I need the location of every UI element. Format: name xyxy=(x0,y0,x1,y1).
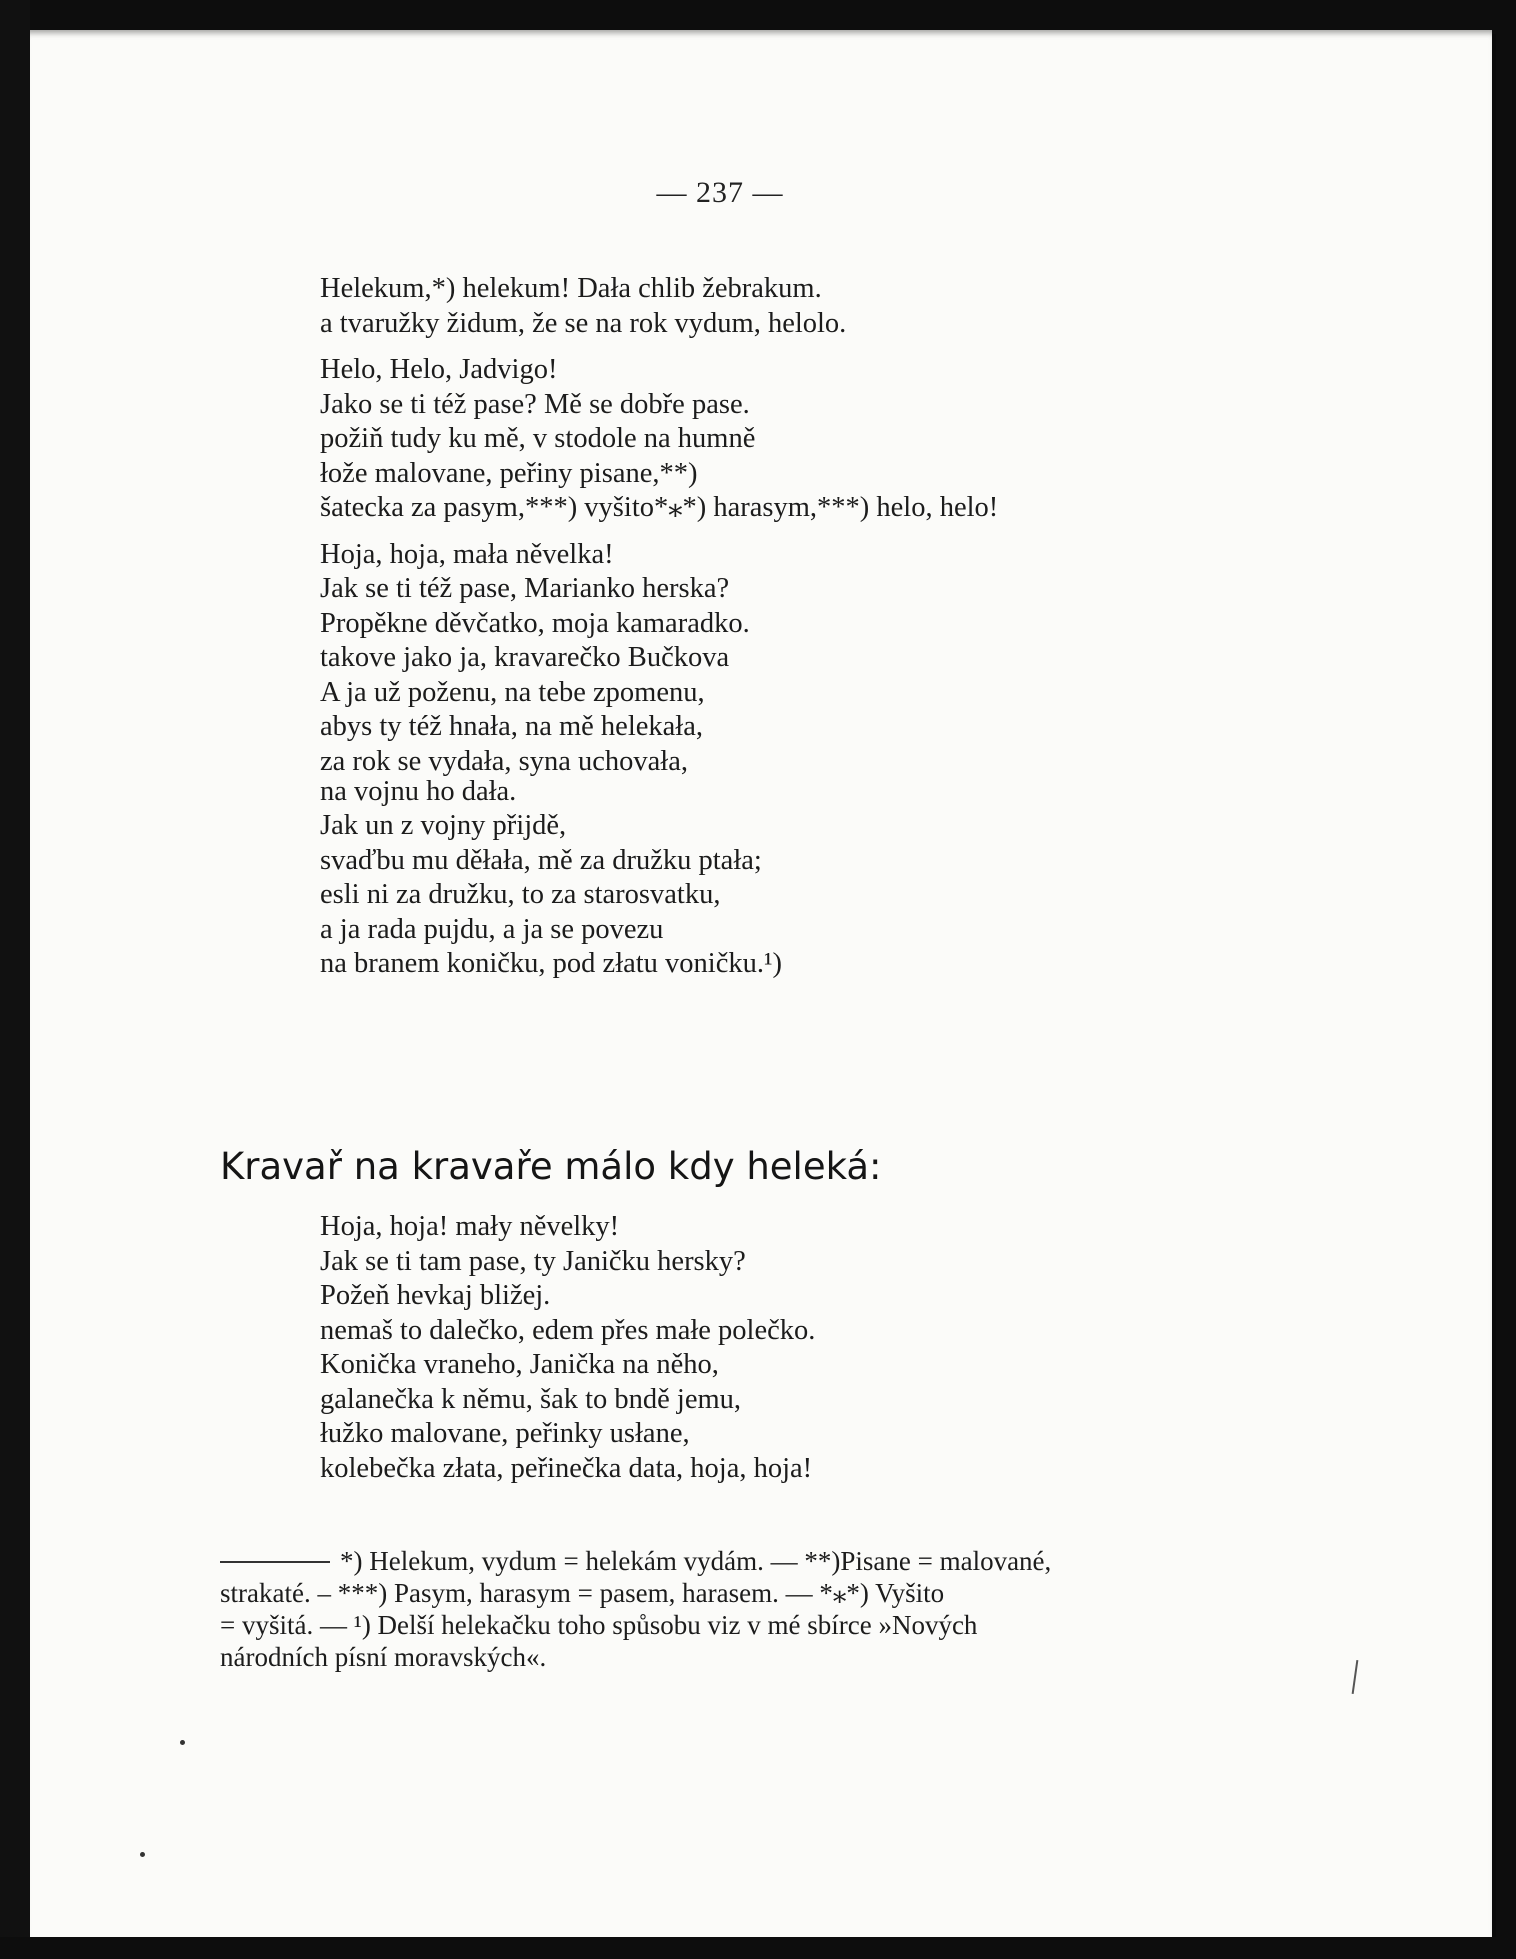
verse-line: na branem koničku, pod złatu voničku.¹) xyxy=(320,948,783,979)
verse-line: Helo, Helo, Jadvigo! xyxy=(320,354,558,385)
verse-line: na vojnu ho dała. xyxy=(320,775,517,807)
verse-block-2 xyxy=(320,1210,1320,1486)
verse-line: a ja rada pujdu, a ja se povezu xyxy=(320,913,664,945)
verse-line: svaďbu mu děłała, mě za družku ptała; xyxy=(320,844,762,876)
verse-line: Jak se ti též pase, Marianko herska? xyxy=(320,573,730,604)
scan-speck xyxy=(140,1852,145,1857)
footnote-line: = vyšitá. — ¹) Delší helekačku toho spůsobu viz v mé sbírce »Nových xyxy=(220,1610,978,1640)
verse-block-1 xyxy=(320,272,1320,982)
verse-line: Požeň hevkaj bližej. xyxy=(320,1280,551,1311)
verse-line: Jako se ti též pase? Mě se dobře pase. xyxy=(320,388,750,420)
verse-line: požiň tudy ku mě, v stodole na humně xyxy=(320,423,756,454)
verse-line: Konička vraneho, Janička na něho, xyxy=(320,1349,719,1380)
scan-left-binding xyxy=(0,0,30,1959)
verse-line: abys ty též hnała, na mě helekała, xyxy=(320,711,703,742)
verse-line: Hoja, hoja! mały něvelky! xyxy=(320,1211,620,1242)
verse-line: Jak se ti tam pase, ty Janičku hersky? xyxy=(320,1245,746,1277)
verse-line: Propěkne děvčatko, moja kamaradko. xyxy=(320,607,750,639)
scan-speck xyxy=(180,1740,185,1745)
scan-right-edge xyxy=(1496,0,1516,1959)
verse-line: A ja už poženu, na tebe zpomenu, xyxy=(320,676,705,708)
verse-line: łužko malovane, peřinky usłane, xyxy=(320,1418,690,1449)
verse-line: Helekum,*) helekum! Dała chlib žebrakum. xyxy=(320,273,822,304)
verse-line: galanečka k němu, šak to bndě jemu, xyxy=(320,1383,742,1415)
page-number: — 237 — xyxy=(656,176,784,209)
scan-top-edge xyxy=(0,0,1516,34)
verse-line: Hoja, hoja, mała něvelka! xyxy=(320,538,614,570)
scan-bottom-edge xyxy=(0,1937,1516,1959)
verse-line: takove jako ja, kravarečko Bučkova xyxy=(320,642,730,673)
verse-line: kolebečka złata, peřinečka data, hoja, hoja! xyxy=(320,1452,813,1484)
verse-line: Jak un z vojny přijdě, xyxy=(320,810,567,841)
verse-line: a tvaružky židum, že se na rok vydum, helolo. xyxy=(320,307,847,339)
verse-line: nemaš to dalečko, edem přes małe polečko. xyxy=(320,1314,816,1346)
footnote-line: strakaté. – ***) Pasym, harasym = pasem, harasem. — *⁎*) Vyšito xyxy=(220,1578,945,1608)
section-heading: Kravař na kravaře málo kdy heleká: xyxy=(220,1145,882,1188)
footnote-line: *) Helekum, vydum = helekám vydám. — **)Pisane = malované, xyxy=(340,1546,1052,1576)
footnotes xyxy=(220,1545,1220,1673)
footnote-line: národních písní moravských«. xyxy=(220,1642,547,1672)
verse-line: za rok se vydała, syna uchovała, xyxy=(320,745,688,777)
verse-line: šatecka za pasym,***) vyšito*⁎*) harasym,***) helo, helo! xyxy=(320,492,999,523)
verse-line: esli ni za družku, to za starosvatku, xyxy=(320,879,721,910)
verse-line: łože malovane, peřiny pisane,**) xyxy=(320,457,698,489)
